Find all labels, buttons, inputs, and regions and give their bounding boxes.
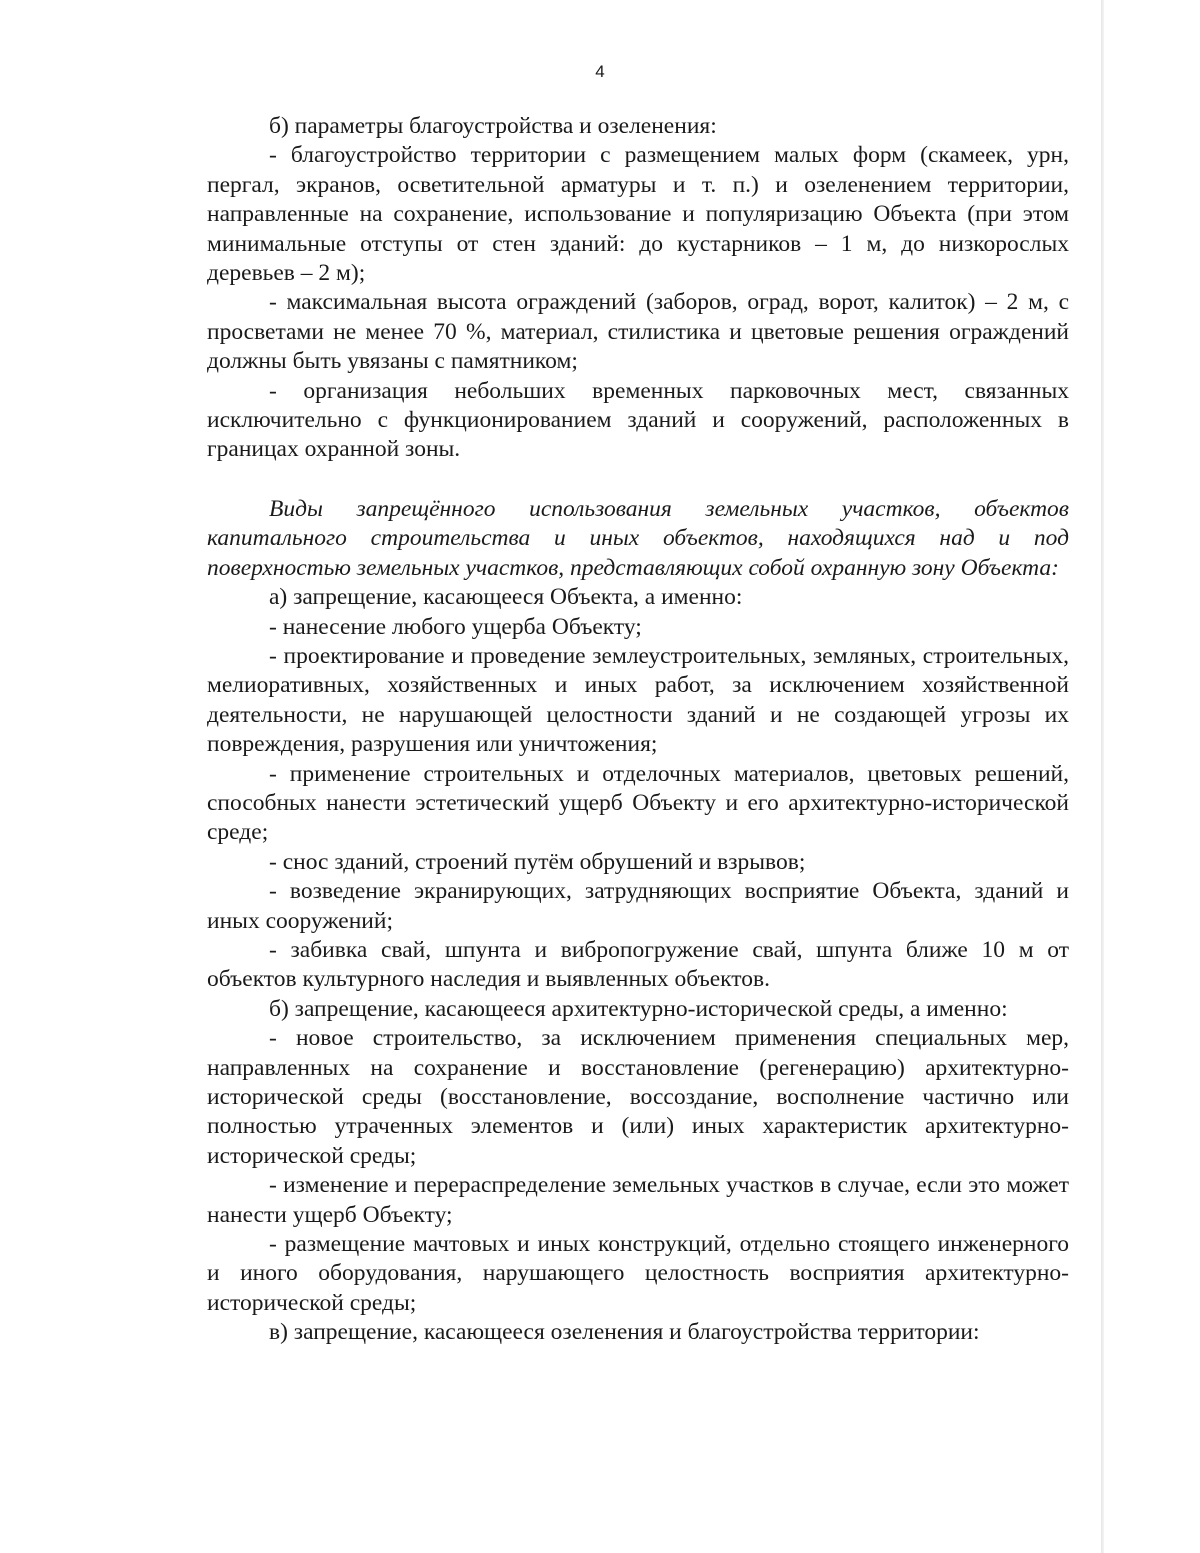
paragraph-parking: - организация небольших временных парковочных мест, связанных исключительно с функционированием зданий и сооружений, расположенных в границах охранной зоны. [207, 377, 1069, 463]
paragraph-demolition: - снос зданий, строений путём обрушений и взрывов; [269, 848, 806, 875]
document-body [207, 112, 1069, 1348]
section-b2-heading: б) запрещение, касающееся архитектурно-исторической среды, а именно: [269, 995, 1008, 1022]
page-number: 4 [595, 62, 605, 81]
paragraph-pile-driving: - забивка свай, шпунта и вибропогружение свай, шпунта ближе 10 м от объектов культурного наследия и выявленных объектов. [207, 936, 1069, 993]
section-a-heading: а) запрещение, касающееся Объекта, а именно: [269, 584, 743, 611]
paragraph-materials: - применение строительных и отделочных материалов, цветовых решений, способных нанести эстетический ущерб Объекту и его архитектурно-исторической среде; [207, 760, 1069, 846]
paragraph-screening: - возведение экранирующих, затрудняющих восприятие Объекта, зданий и иных сооружений; [207, 878, 1069, 934]
section-b-heading: б) параметры благоустройства и озеленения: [269, 113, 717, 139]
paragraph-design-works: - проектирование и проведение землеустроительных, земляных, строительных, мелиоративных, хозяйственных и иных работ, за исключением хозяйственной деятельности, не нарушающей целостности зданий и не создающей угрозы их повреждения, разрушения или уничтожения; [207, 642, 1069, 758]
paragraph-no-damage: - нанесение любого ущерба Объекту; [269, 613, 642, 640]
scan-edge-shadow [1101, 0, 1104, 1553]
paragraph-fence-height: - максимальная высота ограждений (заборов, оград, ворот, калиток) – 2 м, с просветами не менее 70 %, материал, стилистика и цветовые решения ограждений должны быть увязаны с памятником; [207, 289, 1069, 375]
paragraph-new-construction: - новое строительство, за исключением применения специальных мер, направленных на сохранение и восстановление (регенерацию) архитектурно-исторической среды (восстановление, воссоздание, восполнение частично или полностью утраченных элементов и (или) иных характеристик архитектурно-исторической среды; [207, 1025, 1069, 1169]
paragraph-mast-structures: - размещение мачтовых и иных конструкций, отдельно стоящего инженерного и иного оборудования, нарушающего целостность восприятия архитектурно-исторической среды; [207, 1231, 1069, 1316]
paragraph-land-redistribution: - изменение и перераспределение земельных участков в случае, если это может нанести ущерб Объекту; [207, 1172, 1069, 1228]
prohibited-use-heading: Виды запрещённого использования земельных участков, объектов капитального строительства и иных объектов, находящихся над и под поверхностью земельных участков, представляющих собой охранную зону Объекта: [207, 495, 1069, 581]
paragraph-landscaping: - благоустройство территории с размещением малых форм (скамеек, урн, пергал, экранов, осветительной арматуры и т. п.) и озеленением территории, направленные на сохранение, использование и популяризацию Объекта (при этом минимальные отступы от стен зданий: до кустарников – 1 м, до низкорослых деревьев – 2 м); [207, 142, 1069, 287]
section-c-heading: в) запрещение, касающееся озеленения и благоустройства территории: [269, 1319, 980, 1346]
